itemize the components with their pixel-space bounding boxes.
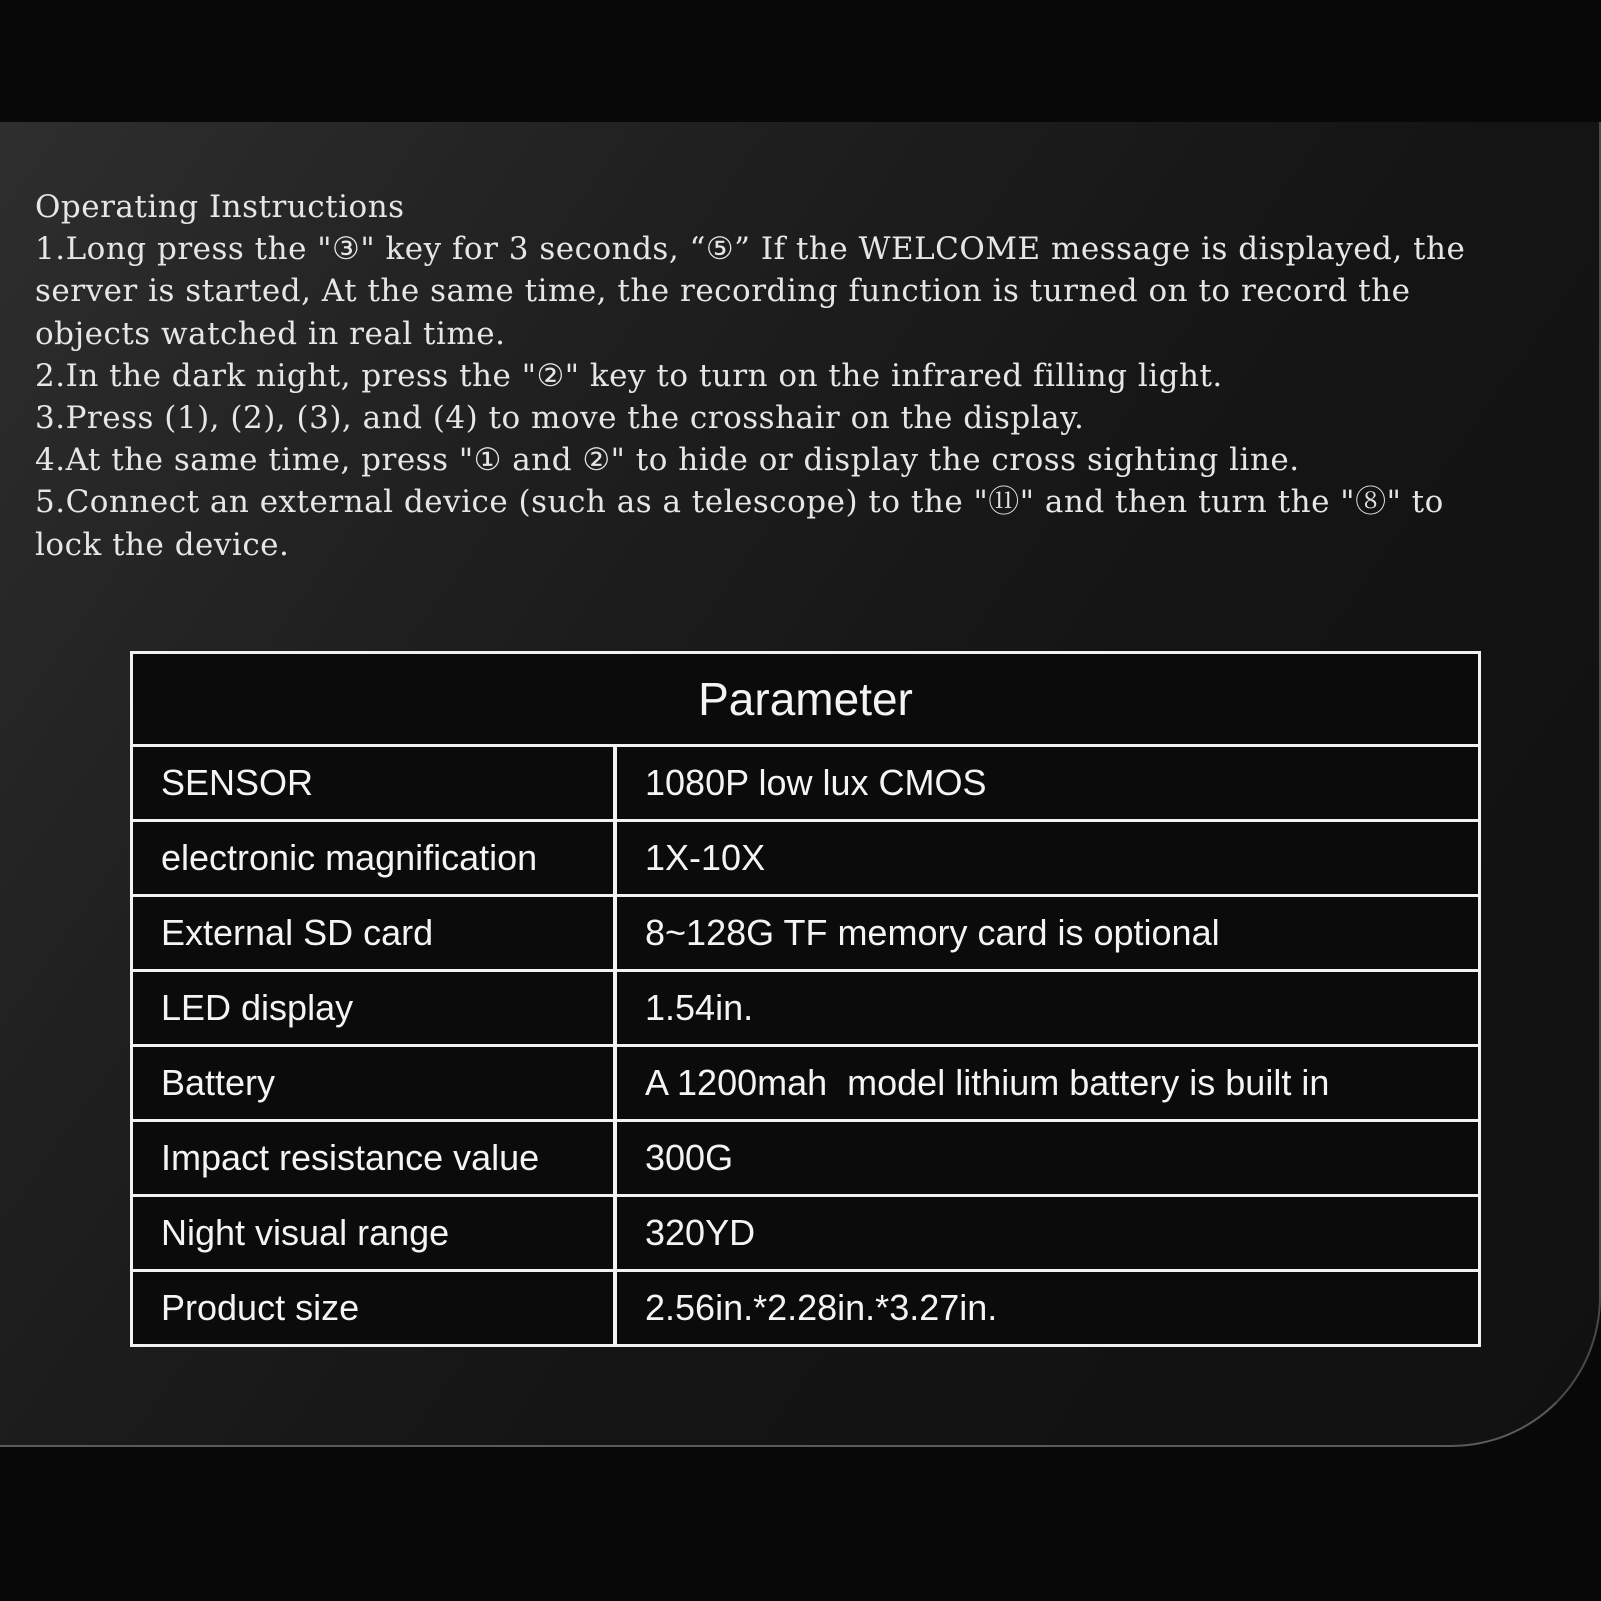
row-value: A 1200mah model lithium battery is built in: [645, 1062, 1330, 1103]
row-label: External SD card: [133, 897, 617, 969]
table-row: [133, 822, 1478, 897]
table-row: [133, 1272, 1478, 1344]
instruction-line: server is started, At the same time, the recording function is turned on to record the: [35, 273, 1411, 310]
row-value: 1.54in.: [645, 987, 754, 1028]
operating-instructions: [35, 186, 1595, 566]
row-label: LED display: [133, 972, 617, 1044]
instruction-line: 1.Long press the "③" key for 3 seconds, “⑤” If the WELCOME message is displayed, the: [35, 231, 1466, 268]
instruction-line: 4.At the same time, press "① and ②" to hide or display the cross sighting line.: [35, 442, 1300, 479]
row-label: electronic magnification: [133, 822, 617, 894]
table-row: [133, 747, 1478, 822]
instruction-line: objects watched in real time.: [35, 315, 506, 352]
instruction-line: 2.In the dark night, press the "②" key to turn on the infrared filling light.: [35, 357, 1223, 394]
table-row: [133, 1122, 1478, 1197]
row-label: Impact resistance value: [133, 1122, 617, 1194]
row-value: 320YD: [645, 1212, 756, 1253]
table-row: [133, 897, 1478, 972]
row-value: 8~128G TF memory card is optional: [645, 912, 1220, 953]
row-value: 1080P low lux CMOS: [645, 762, 987, 803]
row-value: 2.56in.*2.28in.*3.27in.: [645, 1287, 998, 1328]
instruction-line: lock the device.: [35, 526, 290, 563]
parameter-table-title: Parameter: [133, 654, 1478, 747]
row-label: SENSOR: [133, 747, 617, 819]
row-value: 300G: [645, 1137, 734, 1178]
row-label: Battery: [133, 1047, 617, 1119]
row-value: 1X-10X: [645, 837, 766, 878]
instruction-line: 5.Connect an external device (such as a telescope) to the "⑪" and then turn the "⑧" to: [35, 484, 1444, 521]
table-row: [133, 1197, 1478, 1272]
parameter-table: [130, 651, 1481, 1347]
instructions-title: Operating Instructions: [35, 189, 405, 225]
row-label: Product size: [133, 1272, 617, 1344]
table-row: [133, 972, 1478, 1047]
row-label: Night visual range: [133, 1197, 617, 1269]
table-row: [133, 1047, 1478, 1122]
instruction-line: 3.Press (1), (2), (3), and (4) to move the crosshair on the display.: [35, 399, 1085, 436]
